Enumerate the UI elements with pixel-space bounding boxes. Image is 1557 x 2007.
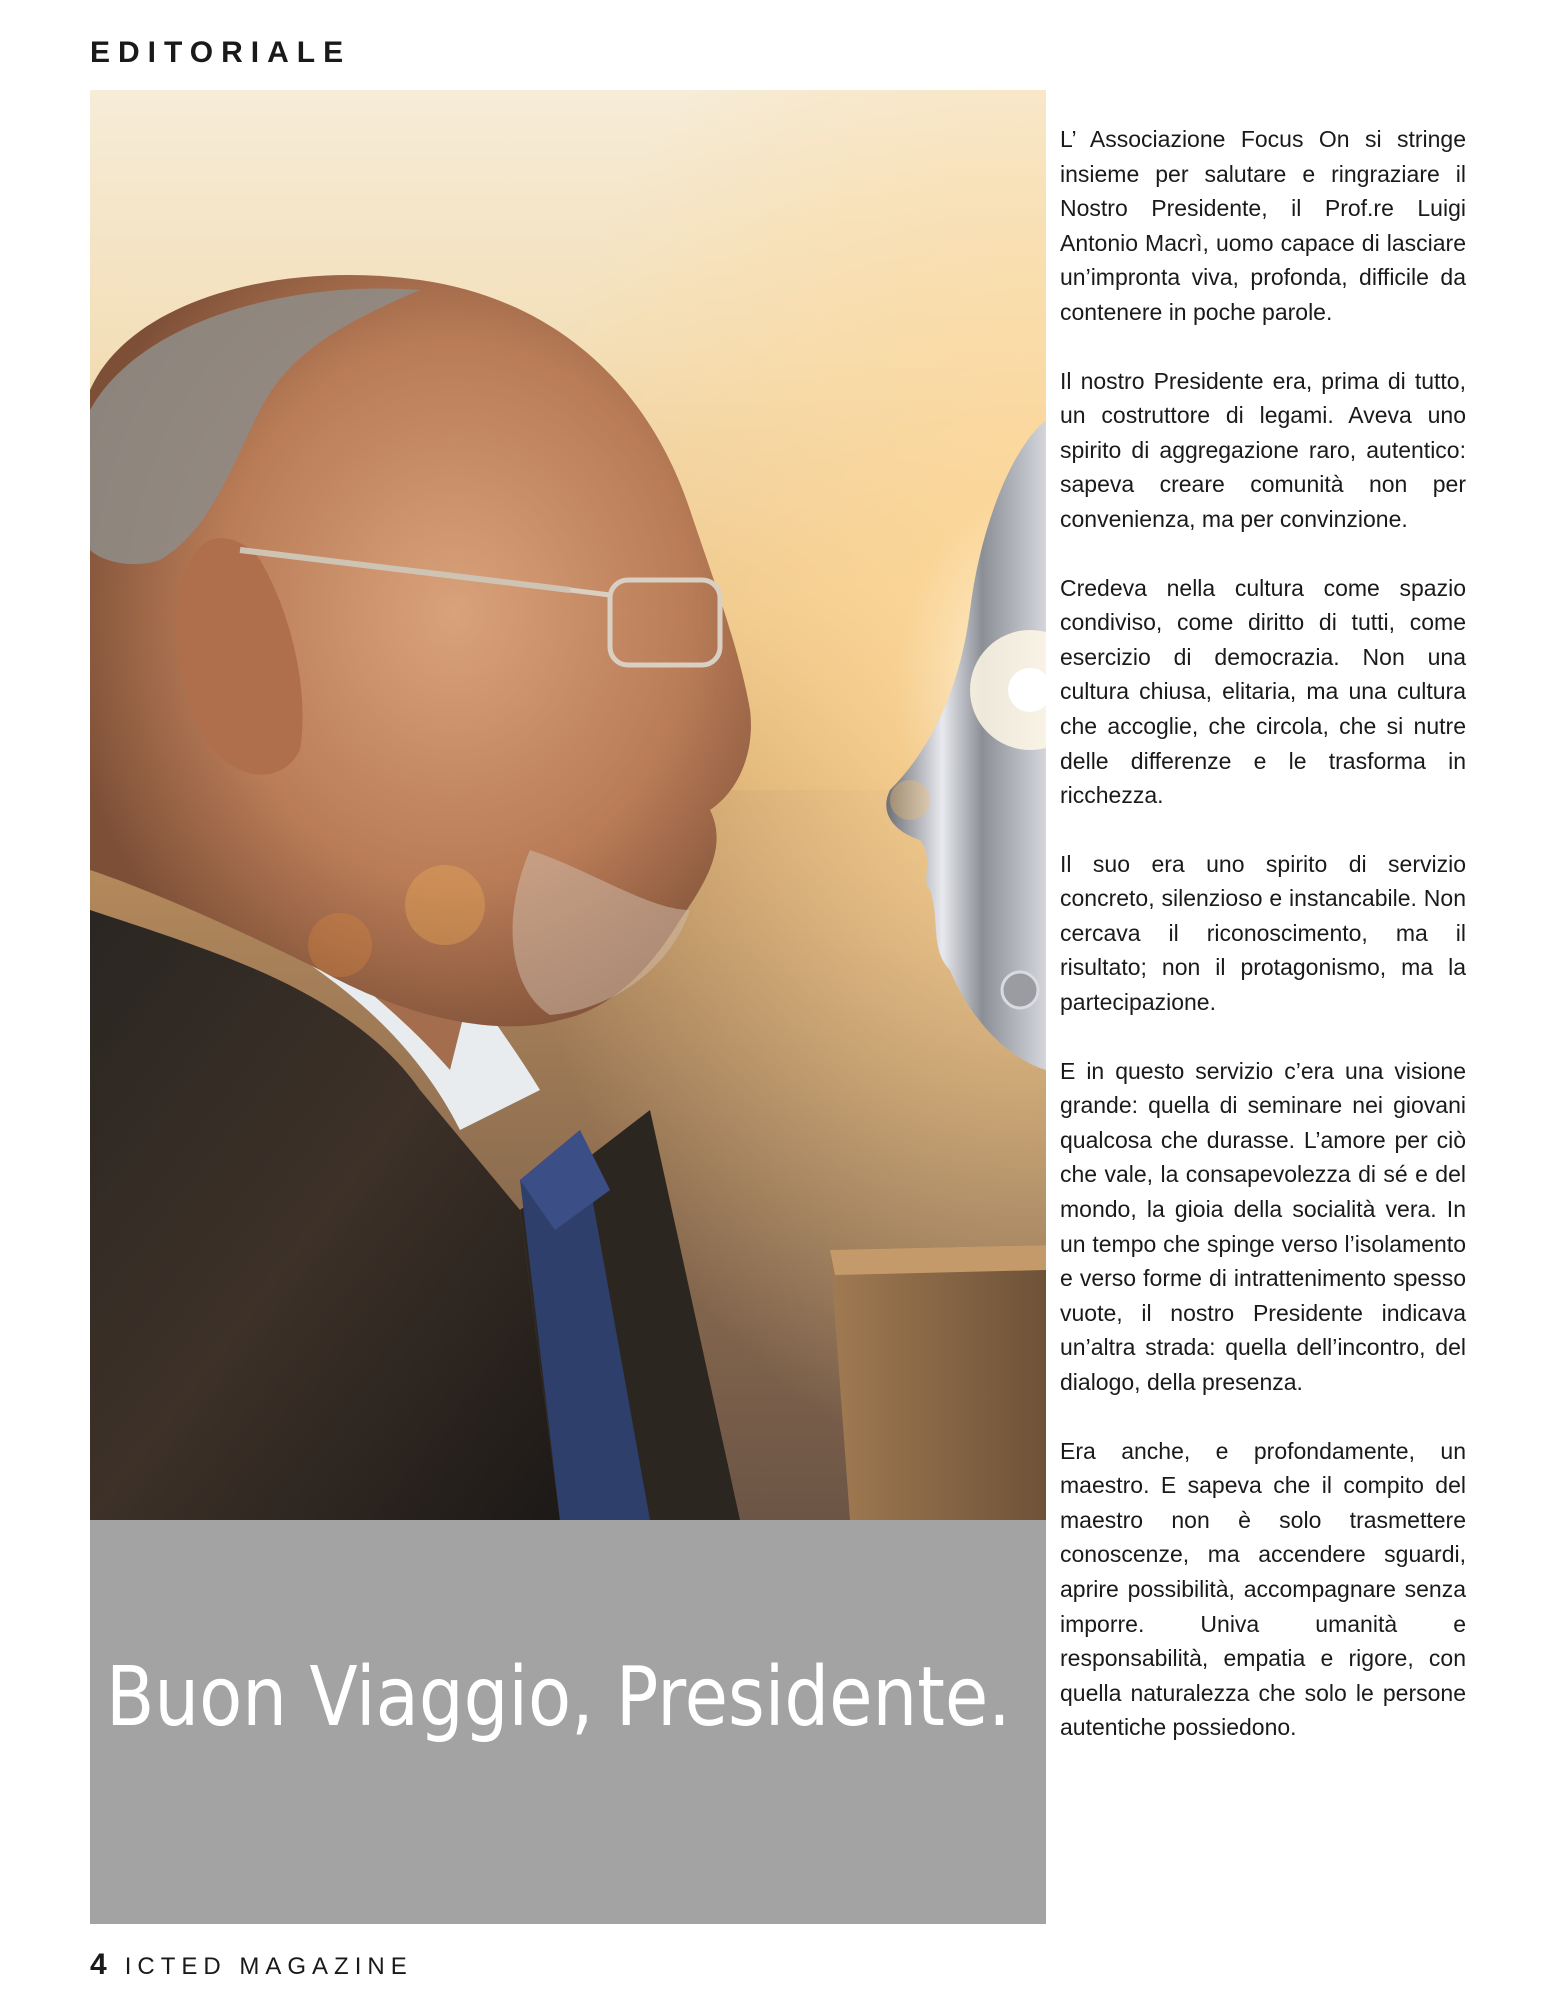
headline: Buon Viaggio, Presidente. <box>106 1650 1011 1745</box>
article-paragraph: Il suo era uno spirito di servizio concreto, silenzioso e instancabile. Non cercava il riconoscimento, ma il risultato; non il protagonismo, ma la partecipazione. <box>1060 850 1466 1016</box>
cover-photo <box>90 90 1046 1520</box>
page-number: 4 <box>90 1948 107 1981</box>
article-body <box>1060 122 1466 1779</box>
article-paragraph: L’ Associazione Focus On si stringe insieme per salutare e ringraziare il Nostro Presidente, il Prof.re Luigi Antonio Macrì, uomo capace di lasciare un’impronta viva, profonda, difficile da contenere in poche parole. <box>1060 126 1466 325</box>
cover-photo-illustration <box>90 90 1046 1520</box>
page-footer <box>90 1948 413 1982</box>
article-paragraph: Il nostro Presidente era, prima di tutto, un costruttore di legami. Aveva uno spirito di aggregazione raro, autentico: sapeva creare comunità non per convenienza, ma per convinzione. <box>1060 367 1466 532</box>
article-paragraph: Credeva nella cultura come spazio condiviso, come diritto di tutti, come esercizio di democrazia. Non una cultura chiusa, elitaria, ma una cultura che accoglie, che circola, che si nutre delle differenze e le trasforma in ricchezza. <box>1060 574 1466 809</box>
title-band <box>90 1520 1046 1924</box>
publication-name: ICTED MAGAZINE <box>124 1953 413 1980</box>
article-paragraph: E in questo servizio c’era una visione grande: quella di seminare nei giovani qualcosa che durasse. L’amore per ciò che vale, la consapevolezza di sé e del mondo, la gioia della socialità vera. In un tempo che spinge verso l’isolamento e verso forme di intrattenimento spesso vuote, il nostro Presidente indicava un’altra strada: quella dell’incontro, del dialogo, della presenza. <box>1060 1057 1466 1395</box>
article-paragraph: Era anche, e profondamente, un maestro. E sapeva che il compito del maestro non è solo trasmettere conoscenze, ma accendere sguardi, aprire possibilità, accompagnare senza imporre. Univa umanità e responsabilità, empatia e rigore, con quella naturalezza che solo le persone autentiche possiedono. <box>1060 1437 1466 1741</box>
section-label: EDITORIALE <box>90 36 352 69</box>
